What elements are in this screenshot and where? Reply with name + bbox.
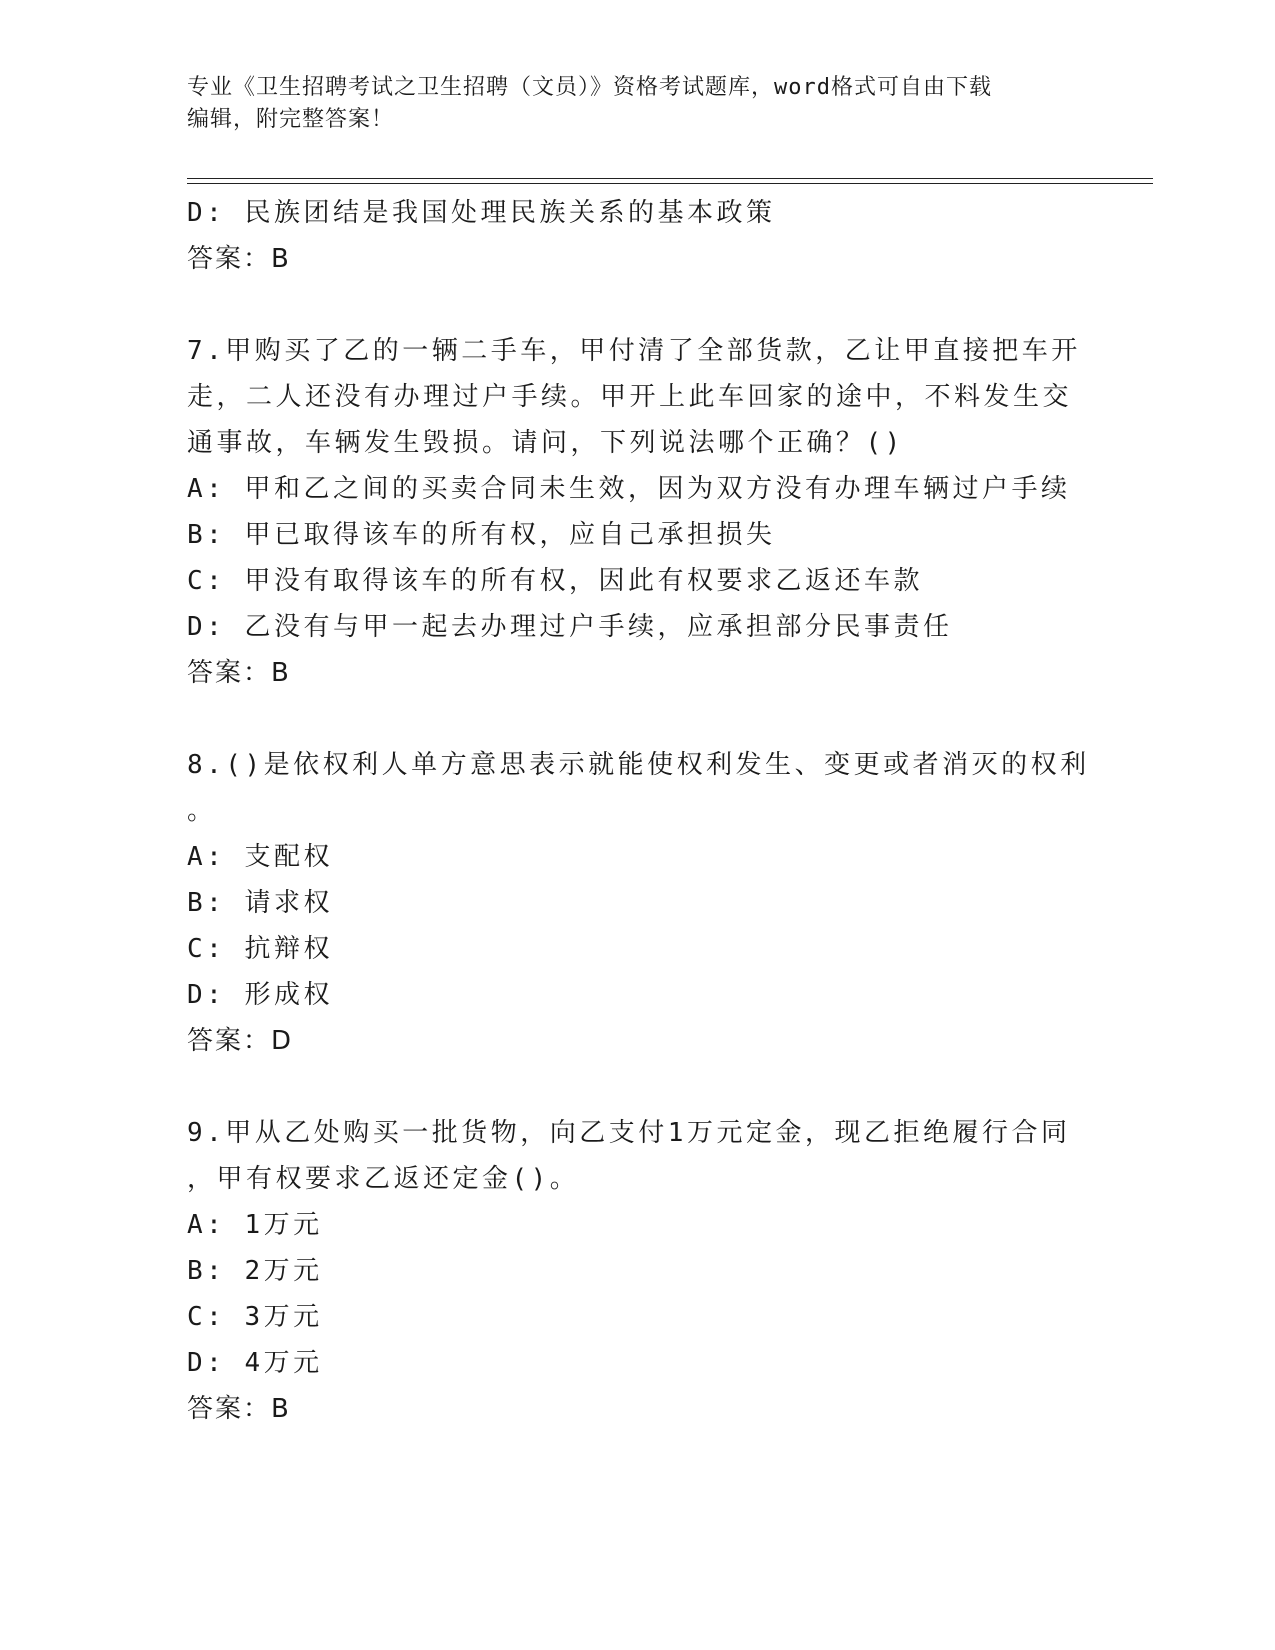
question-7-option-d: D: 乙没有与甲一起去办理过户手续，应承担部分民事责任 <box>187 612 953 642</box>
question-9-text-line-2: ，甲有权要求乙返还定金()。 <box>187 1164 580 1194</box>
question-7-text-line-2: 走，二人还没有办理过户手续。甲开上此车回家的途中，不料发生交 <box>187 382 1073 412</box>
header-line-1: 专业《卫生招聘考试之卫生招聘（文员）》资格考试题库，word格式可自由下载 <box>187 75 992 100</box>
question-7-option-a: A: 甲和乙之间的买卖合同未生效，因为双方没有办理车辆过户手续 <box>187 474 1071 504</box>
question-7-text-line-3: 通事故，车辆发生毁损。请问，下列说法哪个正确？() <box>187 428 904 458</box>
question-8-text-line-1: 8.()是依权利人单方意思表示就能使权利发生、变更或者消灭的权利 <box>187 750 1090 780</box>
question-8-text-line-2: 。 <box>187 796 217 826</box>
question-9 <box>187 1110 1071 1432</box>
question-7-answer: 答案：B <box>187 658 291 688</box>
question-9-answer: 答案：B <box>187 1394 291 1424</box>
question-8 <box>187 742 1090 1064</box>
document-header <box>187 72 1087 136</box>
question-7-option-b: B: 甲已取得该车的所有权，应自己承担损失 <box>187 520 776 550</box>
header-divider-top <box>187 178 1153 179</box>
question-9-option-b: B: 2万元 <box>187 1256 323 1286</box>
prev-option-d: D: 民族团结是我国处理民族关系的基本政策 <box>187 198 776 228</box>
spacer <box>187 696 1067 742</box>
question-9-option-c: C: 3万元 <box>187 1302 323 1332</box>
question-7-text-line-1: 7.甲购买了乙的一辆二手车，甲付清了全部货款，乙让甲直接把车开 <box>187 336 1081 366</box>
header-divider-bottom <box>187 183 1153 184</box>
question-8-option-c: C: 抗辩权 <box>187 934 333 964</box>
question-7-option-c: C: 甲没有取得该车的所有权，因此有权要求乙返还车款 <box>187 566 923 596</box>
question-8-option-b: B: 请求权 <box>187 888 333 918</box>
question-9-option-a: A: 1万元 <box>187 1210 323 1240</box>
header-line-2: 编辑，附完整答案！ <box>187 107 395 132</box>
question-content <box>187 190 1090 1432</box>
question-8-option-a: A: 支配权 <box>187 842 333 872</box>
spacer <box>187 1064 1067 1110</box>
question-8-option-d: D: 形成权 <box>187 980 333 1010</box>
spacer <box>187 282 1067 328</box>
question-9-option-d: D: 4万元 <box>187 1348 323 1378</box>
question-7 <box>187 328 1081 696</box>
prev-answer: 答案：B <box>187 244 291 274</box>
question-9-text-line-1: 9.甲从乙处购买一批货物，向乙支付1万元定金，现乙拒绝履行合同 <box>187 1118 1071 1148</box>
question-8-answer: 答案：D <box>187 1026 294 1056</box>
